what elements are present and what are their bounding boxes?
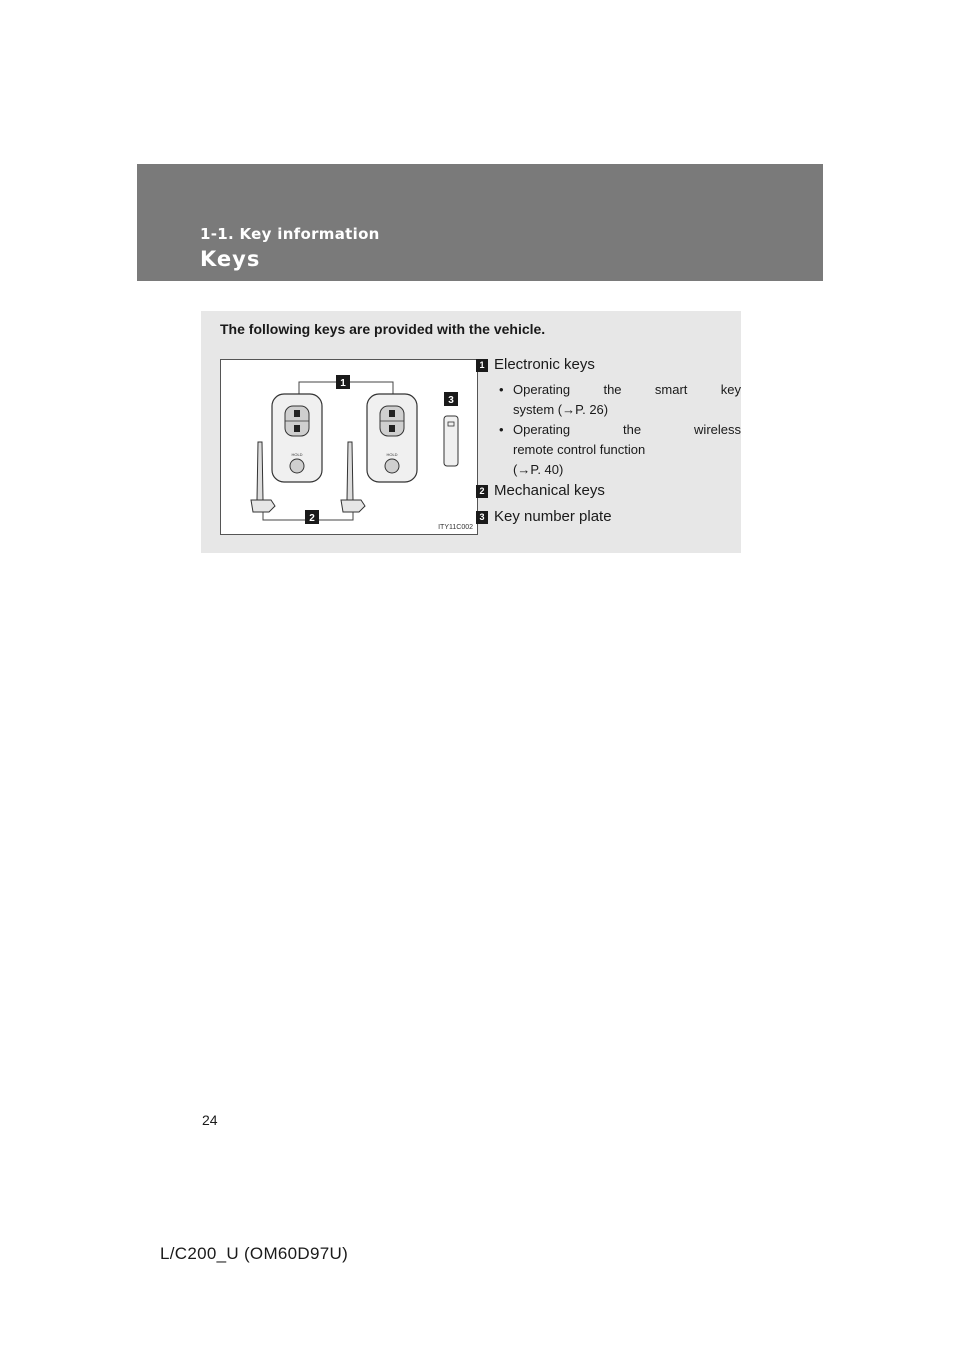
- keys-illustration: [220, 359, 478, 535]
- callout-1-label: 1: [340, 378, 346, 389]
- legend-number-3: 3: [476, 511, 488, 524]
- legend-label-key-number-plate: Key number plate: [494, 508, 612, 525]
- callout-legend: 1 Electronic keys • Operating the smart key system (→P. 26) • Operating the wireless remote control function (→P. 40) 2 Mechanical keys 3 Key number plate: [476, 311, 741, 553]
- figure-code: ITY11C002: [438, 524, 473, 531]
- legend-label-electronic-keys: Electronic keys: [494, 356, 595, 373]
- info-panel: [201, 311, 741, 553]
- legend-number-2: 2: [476, 485, 488, 498]
- left-hold-text: HOLD: [291, 452, 303, 457]
- keys-drawing: [221, 360, 477, 534]
- intro-text: The following keys are provided with the vehicle.: [220, 321, 546, 337]
- bullet-dot: •: [499, 382, 504, 397]
- legend-label-mechanical-keys: Mechanical keys: [494, 482, 605, 499]
- footer-code: L/C200_U (OM60D97U): [160, 1244, 349, 1263]
- bullet-dot: •: [499, 422, 504, 437]
- callout-3-label: 3: [448, 395, 454, 406]
- page-title: Keys: [200, 247, 261, 271]
- section-label: 1-1. Key information: [200, 225, 380, 243]
- legend-number-1: 1: [476, 359, 488, 372]
- key-number-plate: [444, 416, 458, 466]
- chapter-header: [137, 164, 823, 281]
- callout-2-label: 2: [309, 513, 315, 524]
- right-hold-text: HOLD: [386, 452, 398, 457]
- page-number: 24: [202, 1112, 218, 1128]
